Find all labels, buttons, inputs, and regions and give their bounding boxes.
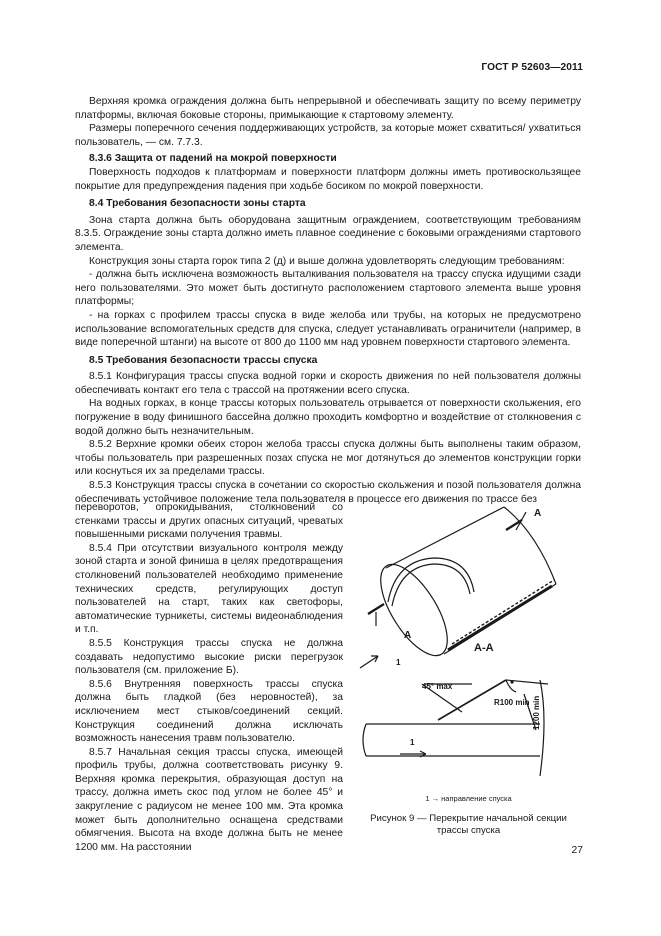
caption-line: Рисунок 9 — Перекрытие начальной секции bbox=[370, 813, 567, 824]
section-heading-8-4: 8.4 Требования безопасности зоны старта bbox=[89, 198, 306, 210]
flow-label-bottom: 1 bbox=[410, 738, 415, 747]
caption-line: трассы спуска bbox=[436, 825, 501, 836]
angle-label: 45° max bbox=[422, 682, 453, 691]
tube-rim bbox=[448, 586, 552, 650]
section-label-a-upper: А bbox=[534, 508, 542, 519]
tube-end-ellipse bbox=[368, 554, 460, 666]
figure-note: 1 → направление спуска bbox=[425, 794, 512, 803]
paragraph: 8.5.3 Конструкция трассы спуска в сочетании со скоростью скольжения и позой пользователя должна обеспечивать устойчивое положение тела пользователя в процессе его движения по трассе без bbox=[75, 480, 581, 505]
paragraph: На водных горках, в конце трассы которых пользователь отрывается от поверхности скольжения, его погружение в воду финишного бассейна должно проходить комфортно и воздействие от столкновения с водой должно быть незначительным. bbox=[75, 398, 581, 437]
profile-left-break bbox=[363, 724, 366, 756]
paragraph: 8.5.5 Конструкция трассы спуска не должна создавать недопустимо высокие риски перегрузок пользователя (см. приложение Б). bbox=[75, 637, 343, 677]
paragraph: Верхняя кромка ограждения должна быть непрерывной и обеспечивать защиту по всему периметру платформы, включая боковые стороны, примыкающие к стартовому элементу. bbox=[75, 96, 581, 121]
tube-drawing bbox=[356, 502, 581, 792]
height-label: 1200 min bbox=[532, 695, 541, 730]
paragraph: Зона старта должна быть оборудована защитным ограждением, соответствующим требованиям 8.3.5. Ограждение зоны старта должно иметь плавное соединение с боковыми ограждениями стартового элемента. bbox=[75, 214, 581, 253]
section-heading-8-5: 8.5 Требования безопасности трассы спуска bbox=[89, 354, 318, 366]
left-column-text bbox=[75, 501, 343, 854]
list-item: - на горках с профилем трассы спуска в виде желоба или трубы, на которых не предусмотрено использование вспомогательных средств для спуска, следует устанавливать ограничители (например, в виде поперечной штанги) на высоте от 800 до 1100 мм над уровнем поверхности стартового элемента. bbox=[75, 309, 581, 349]
tube-far-edge bbox=[504, 507, 556, 584]
paragraph: 8.5.6 Внутренняя поверхность трассы спуска должна быть гладкой (без неровностей), за исключением мест стыков/соединений секций. Конструкция соединений должна исключать возможность нанесения травм пользователю. bbox=[75, 678, 343, 745]
paragraph: Конструкция зоны старта горок типа 2 (д) и выше должна удовлетворять следующим требованиям: bbox=[89, 255, 565, 267]
tube-rim-detail bbox=[452, 580, 554, 644]
section-label-aa: А-А bbox=[474, 642, 494, 654]
radius-label: R100 min bbox=[494, 698, 530, 707]
page-number: 27 bbox=[571, 845, 583, 856]
standard-header: ГОСТ Р 52603—2011 bbox=[481, 62, 583, 73]
figure-caption bbox=[356, 813, 581, 837]
list-item: - должна быть исключена возможность выталкивания пользователя на трассу спуска идущими сзади него пользователями. Это может быть достигнуто расположением стартового элемента выше уровня платформы; bbox=[75, 269, 581, 308]
paragraph: 8.5.1 Конфигурация трассы спуска водной горки и скорость движения по ней пользователя должны обеспечивать контакт его тела с трассой на протяжении всего спуска. bbox=[75, 371, 581, 396]
section-mark-upper bbox=[506, 520, 522, 530]
flow-label-top: 1 bbox=[396, 658, 401, 667]
paragraph: 8.5.4 При отсутствии визуального контроля между зоной старта и зоной финиша в целях предотвращения столкновений пользователей необходимо применение технических средств, регулирующих доступ пользователей на старт, таких как светофоры, автоматические турникеты, системы видеонаблюдения и т.п. bbox=[75, 542, 343, 636]
radius-center bbox=[510, 680, 513, 683]
section-heading-8-3-6: 8.3.6 Защита от падений на мокрой поверхности bbox=[89, 153, 337, 165]
figure-9 bbox=[356, 502, 581, 838]
paragraph: 8.5.2 Верхние кромки обеих сторон желоба трассы спуска должны быть выполнены таким образом, чтобы пользователь при разрешенных позах спуска не мог дотянуться до элементов конструкции горки или коснуться их за пределами трассы. bbox=[75, 439, 581, 478]
main-text-block bbox=[75, 95, 581, 506]
section-label-a-lower: А bbox=[404, 630, 412, 641]
paragraph: Размеры поперечного сечения поддерживающих устройств, за которые может схватиться/ ухватиться пользователь, — см. 7.7.3. bbox=[75, 123, 581, 148]
paragraph-continuation: переворотов, опрокидывания, столкновений со стенками трассы и других опасных ситуаций, чреватых повышенными рисками получения травмы. bbox=[75, 502, 343, 541]
paragraph: 8.5.7 Начальная секция трассы спуска, имеющей профиль трубы, должна соответствовать рисунку 9. Верхняя кромка перекрытия, образующая доступ на трассу, должна иметь скос под углом не более 45° и закругление с радиусом не менее 100 мм. Эта кромка может быть дополнительно оснащена средствами обмягчения. Высота на входе должна быть не менее 1200 мм. На расстоянии bbox=[75, 746, 343, 853]
paragraph: Поверхность подходов к платформам и поверхности платформ должны иметь противоскользящее покрытие для предупреждения падения при ходьбе босиком по мокрой поверхности. bbox=[75, 166, 581, 192]
